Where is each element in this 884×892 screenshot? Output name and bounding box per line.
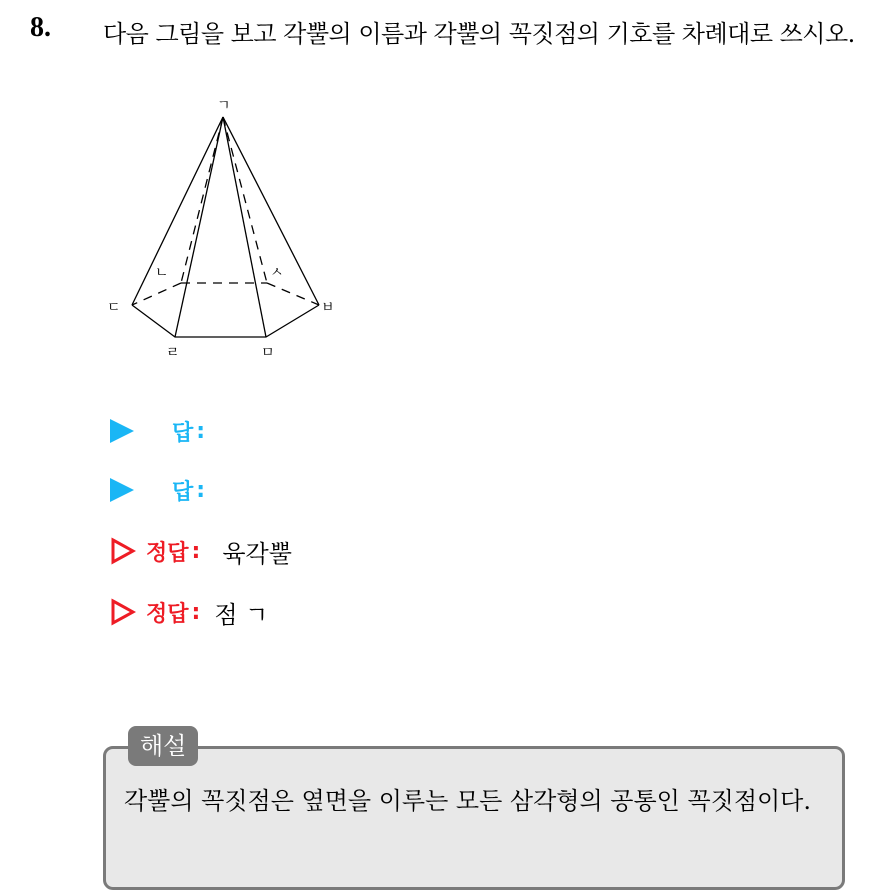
vertex-label-apex: ㄱ	[217, 98, 231, 114]
vertex-label-back-right: ㅅ	[270, 265, 284, 281]
solution-label: 정답	[146, 540, 189, 566]
solution-row-1	[110, 536, 292, 566]
solution-value: 육각뿔	[222, 539, 292, 568]
answer-colon: :	[196, 477, 206, 503]
vertex-label-front-left: ㄹ	[166, 345, 180, 361]
answer-label: 답	[172, 420, 194, 446]
front-base-edges	[132, 305, 319, 337]
answer-label: 답	[172, 479, 194, 505]
question-text: 다음 그림을 보고 각뿔의 이름과 각뿔의 꼭짓점의 기호를 차례대로 쓰시오.	[103, 20, 855, 48]
solution-row-2	[110, 597, 268, 627]
vertex-label-right: ㅂ	[321, 300, 335, 316]
vertex-label-back-left: ㄴ	[155, 265, 169, 281]
solution-label: 정답	[146, 601, 189, 627]
answer-row-2	[110, 475, 219, 505]
hexagonal-pyramid-figure	[95, 95, 355, 365]
answer-colon: :	[196, 418, 206, 444]
question-number: 8.	[30, 12, 51, 43]
solution-colon: :	[191, 599, 201, 625]
explanation-box	[103, 746, 845, 890]
solution-value: 점 ㄱ	[214, 600, 269, 629]
vertex-label-front-right: ㅁ	[261, 345, 275, 361]
outline-arrow-icon	[110, 537, 136, 565]
play-arrow-icon	[110, 478, 134, 502]
outline-arrow-icon	[110, 598, 136, 626]
explanation-text: 각뿔의 꼭짓점은 옆면을 이루는 모든 삼각형의 공통인 꼭짓점이다.	[124, 787, 811, 815]
play-arrow-icon	[110, 419, 134, 443]
answer-row-1	[110, 416, 219, 446]
vertex-label-left: ㄷ	[107, 300, 121, 316]
explanation-tab: 해설	[128, 726, 198, 766]
pyramid-diagram	[95, 95, 355, 365]
solution-colon: :	[191, 538, 201, 564]
